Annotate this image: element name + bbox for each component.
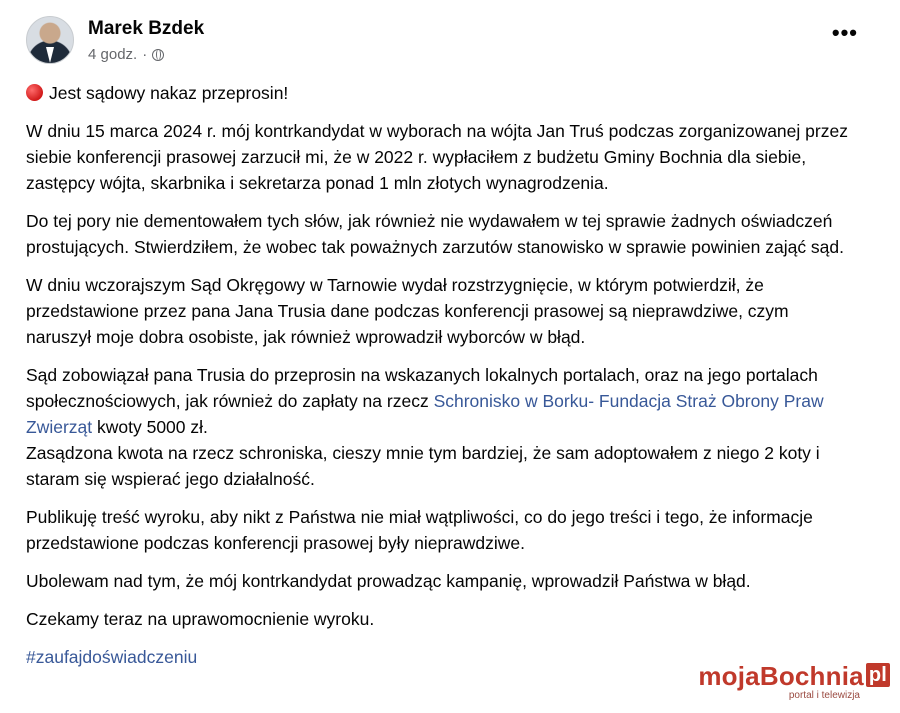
- post-meta: [88, 18, 204, 63]
- post-paragraph: [26, 362, 856, 492]
- globe-icon[interactable]: [152, 49, 164, 61]
- more-options-icon[interactable]: •••: [831, 20, 858, 45]
- post-time[interactable]: 4 godz.: [88, 46, 138, 63]
- post-paragraph: Czekamy teraz na uprawomocnienie wyroku.: [26, 609, 375, 629]
- time-separator: ·: [142, 46, 148, 63]
- author-name[interactable]: Marek Bzdek: [88, 18, 205, 39]
- post-paragraph: Ubolewam nad tym, że mój kontrkandydat prowadząc kampanię, wprowadził Państwa w błąd.: [26, 571, 751, 591]
- post-header: [26, 16, 204, 64]
- watermark-tld: pl: [866, 663, 890, 687]
- watermark-brand: [698, 663, 890, 689]
- paragraph-text: kwoty 5000 zł.: [92, 417, 208, 437]
- watermark-logo: [698, 663, 890, 701]
- watermark-brand-text: mojaBochnia: [698, 661, 864, 691]
- avatar[interactable]: [26, 16, 74, 64]
- post-paragraph: Do tej pory nie dementowałem tych słów, jak również nie wydawałem w tej sprawie żadnych oświadczeń prostujących. Stwierdziłem, że wobec tak poważnych zarzutów stanowisko w sprawie powinien zająć sąd.: [26, 211, 845, 257]
- headline-text: Jest sądowy nakaz przeprosin!: [49, 83, 289, 103]
- post-content: [26, 80, 856, 682]
- post-paragraph: [26, 80, 856, 106]
- paragraph-text: Sąd zobowiązał pana Trusia do przeprosin na wskazanych lokalnych portalach, oraz na jego portalach społecznościowych, jak również do zapłaty na rzecz: [26, 365, 818, 411]
- shelter-link[interactable]: Schronisko w Borku- Fundacja Straż Obrony Praw Zwierząt: [26, 391, 824, 437]
- watermark-tagline: portal i telewizja: [788, 690, 860, 701]
- post-paragraph: W dniu 15 marca 2024 r. mój kontrkandydat w wyborach na wójta Jan Truś podczas zorganizowanej przez siebie konferencji prasowej zarzucił mi, że w 2022 r. wypłaciłem z budżetu Gminy Bochnia dla siebie, zastępcy wójta, skarbnika i sekretarza ponad 1 mln złotych wynagrodzenia.: [26, 121, 848, 193]
- post-paragraph: Publikuję treść wyroku, aby nikt z Państwa nie miał wątpliwości, co do jego treści i tego, że informacje przedstawione podczas konferencji prasowej były nieprawdziwe.: [26, 507, 813, 553]
- post-time-row: [88, 46, 204, 63]
- paragraph-text: Zasądzona kwota na rzecz schroniska, cieszy mnie tym bardziej, że sam adoptowałem z niego 2 koty i staram się wspierać jego działalność.: [26, 443, 820, 489]
- red-circle-icon: [26, 84, 43, 101]
- post-paragraph: W dniu wczorajszym Sąd Okręgowy w Tarnowie wydał rozstrzygnięcie, w którym potwierdził, że przedstawione przez pana Jana Trusia dane podczas konferencji prasowej są nieprawdziwe, czym naruszył moje dobra osobiste, jak również wprowadził wyborców w błąd.: [26, 275, 789, 347]
- hashtag-link[interactable]: #zaufajdoświadczeniu: [26, 647, 198, 667]
- post-card: [8, 0, 886, 706]
